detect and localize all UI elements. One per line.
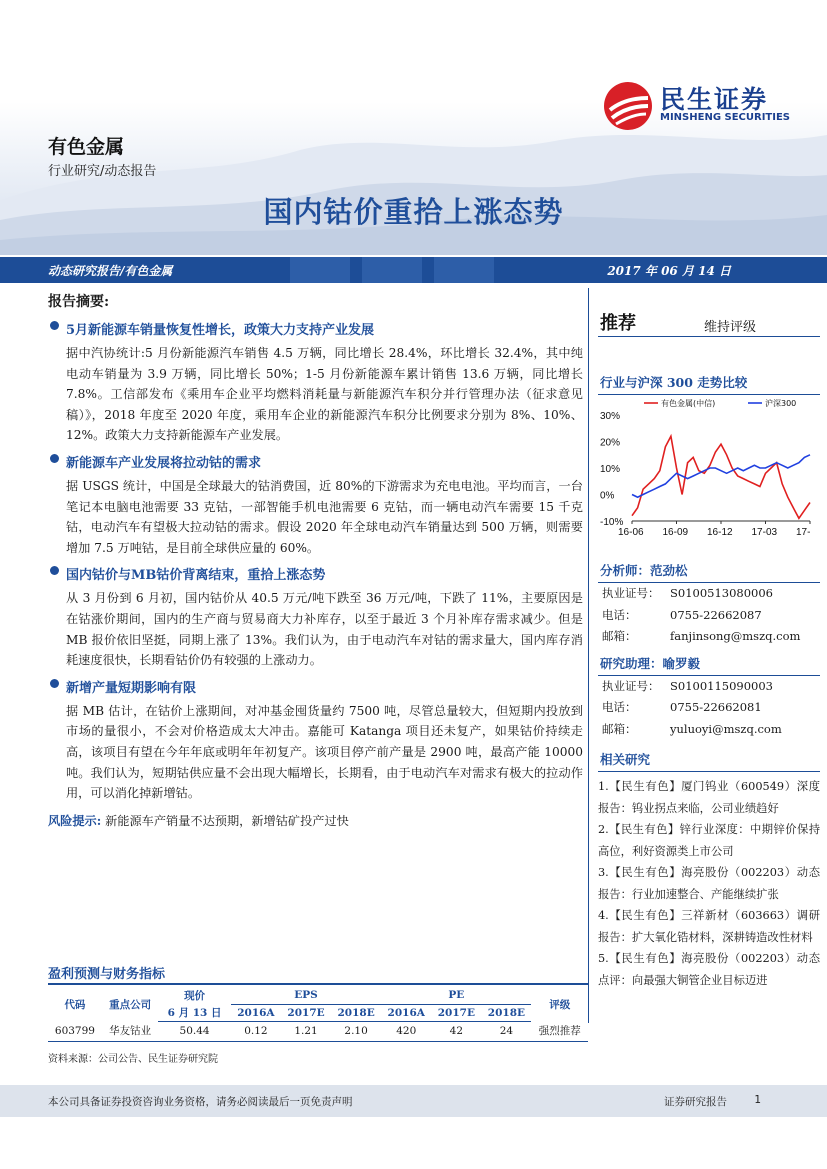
bullet-icon: [50, 679, 59, 688]
cell-pe: 420: [396, 1025, 417, 1037]
related-item[interactable]: 1.【民生有色】厦门钨业（600549）深度报告：钨业拐点来临，公司业绩趋好: [598, 780, 820, 815]
section-title: 5月新能源车销量恢复性增长，政策大力支持产业发展: [66, 323, 375, 338]
y-tick-label: 30%: [600, 411, 621, 422]
cert-number: S0100115090003: [670, 678, 773, 693]
bullet-icon: [50, 454, 59, 463]
data-source: 资料来源：公司公告、民生证券研究院: [48, 1054, 218, 1065]
label: 执业证号：: [602, 678, 660, 693]
trend-chart-svg: [598, 395, 820, 547]
series-line-csi300: [632, 455, 810, 497]
col-year: 2018E: [331, 1004, 381, 1021]
logo-text-en: MINSHENG SECURITIES: [660, 112, 790, 123]
cell-company: 华友钴业: [109, 1025, 152, 1038]
section-body: 据 USGS 统计，中国是全球最大的钴消费国，近 80%的下游需求为充电电池。平均而言，一台笔记本电脑电池需要 33 克钴，一部智能手机电池需要 6 克钴，而一辆电动汽车需要 15 千克钴，电动汽车有望极大拉动钴的需求。假设 2020 年全球电动汽车销量达到 500 万辆，则需要增加 7.5 万吨钴，是目前全球供应量的 60%。: [66, 478, 583, 555]
section-heading: [48, 564, 583, 583]
email-link[interactable]: fanjinsong@mszq.com: [670, 629, 801, 643]
forecast-heading: 盈利预测与财务指标: [48, 967, 166, 982]
section-title: 国内钴价与MB钴价背离结束，重拾上涨态势: [66, 568, 326, 584]
y-tick-label: 20%: [600, 437, 621, 449]
contact-row: [598, 583, 820, 605]
report-date: 2017 年 06 月 14 日: [607, 264, 731, 278]
label: 电话：: [602, 607, 637, 622]
related-item[interactable]: 2.【民生有色】锌行业深度：中期锌价保持高位，利好资源类上市公司: [598, 823, 820, 858]
x-tick-label: 16-06: [618, 527, 644, 538]
minsheng-logo-icon: [602, 80, 654, 132]
legend-label: 沪深300: [765, 399, 797, 408]
cell-pe: 42: [449, 1025, 464, 1037]
section-heading: [48, 319, 583, 338]
x-tick-label: 16-12: [707, 527, 733, 538]
report-title: 国内钴价重拾上涨态势: [263, 195, 564, 229]
page-number: 1: [754, 1094, 761, 1106]
label: 邮箱：: [602, 721, 637, 736]
footer-label: 证券研究报告: [664, 1096, 727, 1108]
risk-text: 新能源车产销量不达预期，新增钴矿投产过快: [105, 813, 349, 828]
column-divider: [588, 288, 589, 1023]
abstract-column: [48, 291, 583, 829]
contact-row: [598, 626, 820, 648]
rating-note: 维持评级: [704, 320, 757, 335]
label: 电话：: [602, 700, 637, 714]
legend-label: 有色金属(中信): [661, 399, 716, 408]
col-code: 代码: [64, 998, 86, 1011]
bullet-icon: [50, 566, 59, 575]
col-year: 2018E: [481, 1004, 531, 1021]
header-banner: [0, 0, 827, 255]
x-tick-label: 16-09: [662, 527, 689, 538]
y-tick-label: -10%: [600, 517, 624, 528]
forecast-table: [48, 987, 588, 1042]
assistant-contact: [598, 676, 820, 741]
section-title: 新增产量短期影响有限: [66, 680, 197, 696]
section-heading: [48, 452, 583, 471]
col-rating: 评级: [549, 998, 571, 1011]
related-list: [598, 776, 820, 991]
email-link[interactable]: yuluoyi@mszq.com: [670, 721, 782, 736]
contact-row: [598, 719, 820, 741]
phone-number: 0755-22662081: [670, 700, 762, 714]
col-price-date: 6 月 13 日: [158, 1004, 230, 1021]
col-year: 2016A: [381, 1004, 431, 1021]
col-year: 2016A: [231, 1004, 281, 1021]
risk-warning: [48, 812, 583, 829]
sector-label: 有色金属: [48, 136, 125, 158]
cell-code: 603799: [54, 1024, 95, 1037]
col-eps: EPS: [231, 987, 381, 1004]
page-footer: [0, 1085, 827, 1117]
mountain-backdrop: [0, 120, 827, 255]
cell-rating: 强烈推荐: [538, 1025, 581, 1038]
section-body: 据中汽协统计:5 月份新能源汽车销售 4.5 万辆，同比增长 28.4%，环比增长 32.4%，其中纯电动车销量为 3.9 万辆，同比增长 50%；1-5 月份新能源车累计销售 13.6 万辆，同比增长 7.8%。工信部发布《乘用车企业平均燃料消耗量与新能源汽车积分并行管理办法（征求意见稿）》，2018 年度至 2020 年度，乘用车企业的新能源汽车积分比例要求分别为 8%、10%、12%。政策大力支持新能源车产业发展。: [66, 346, 583, 443]
disclaimer: 本公司具备证券投资咨询业务资格，请务必阅读最后一页免责声明: [48, 1096, 353, 1108]
series-line-nonferrous: [632, 436, 810, 518]
cell-eps: 0.12: [244, 1025, 268, 1037]
analyst-contact: [598, 583, 820, 648]
section-body: 从 3 月份到 6 月初，国内钴价从 40.5 万元/吨下跌至 36 万元/吨，下跌了 11%，主要原因是在钴涨价期间，国内的生产商与贸易商大力补库存，以至于最近 3 个月补库存需求减少。但是 MB 报价依旧坚挺，同期上涨了 13%。我们认为，由于电动汽车对钴的需求量大，国内库存消耗速度很快，长期看钴价仍有较强的上涨动力。: [66, 591, 583, 668]
cell-pe: 24: [499, 1025, 514, 1037]
logo-text-cn: 民生证券: [660, 85, 769, 114]
col-year: 2017E: [431, 1004, 481, 1021]
sidebar: [598, 291, 820, 991]
report-info-bar: [0, 257, 827, 283]
analyst-heading: 分析师：范劲松: [598, 555, 820, 583]
section-body: 据 MB 估计，在钴价上涨期间，对冲基金囤货量约 7500 吨，尽管总量较大，但短期内投放到市场的量很小，不会对价格造成太大冲击。嘉能可 Katanga 项目还未复产，如果钴价持续走高，该项目有望在今年年底或明年年初复产。该项目停产前产量是 2900 吨，最高产能 10000 吨。我们认为，短期钴供应量不会出现大幅增长，长期看，由于电动汽车对需求有极大的拉动作用，可以消化掉新增钴。: [66, 703, 583, 801]
phone-number: 0755-22662087: [670, 607, 762, 622]
section-title: 新能源车产业发展将拉动钴的需求: [66, 455, 262, 471]
company-logo: [602, 80, 802, 132]
report-category: 动态研究报告/有色金属: [48, 264, 173, 278]
abstract-heading: 报告摘要:: [48, 294, 110, 310]
cell-eps: 1.21: [294, 1025, 318, 1037]
contact-row: [598, 605, 820, 627]
label: 执业证号：: [602, 586, 660, 600]
section-heading: [48, 677, 583, 696]
rating: 推荐: [600, 313, 636, 334]
assistant-heading: 研究助理：喻罗毅: [598, 648, 820, 676]
cell-price: 50.44: [179, 1025, 210, 1037]
related-item[interactable]: 4.【民生有色】三祥新材（603663）调研报告：扩大氧化锆材料，深耕铸造改性材料: [598, 909, 820, 944]
x-tick-label: 17-03: [751, 527, 778, 538]
bullet-icon: [50, 321, 59, 330]
forecast-rule: [48, 983, 588, 985]
y-tick-label: 0%: [600, 490, 615, 502]
related-item[interactable]: 5.【民生有色】海亮股份（002203）动态点评：向最强大铜管企业目标迈进: [598, 952, 820, 987]
risk-label: 风险提示:: [48, 813, 102, 828]
rating-block: [598, 291, 820, 337]
contact-row: [598, 697, 820, 719]
related-item[interactable]: 3.【民生有色】海亮股份（002203）动态报告：行业加速整合、产能继续扩张: [598, 866, 820, 901]
report-type: 行业研究/动态报告: [48, 164, 157, 179]
cert-number: S0100513080006: [670, 586, 773, 600]
chart-heading: 行业与沪深 300 走势比较: [598, 367, 820, 395]
col-year: 2017E: [281, 1004, 331, 1021]
x-tick-label: 17-: [796, 527, 811, 538]
contact-row: [598, 676, 820, 698]
bar-decoration: [290, 257, 530, 283]
trend-chart: [598, 395, 820, 547]
table-row: [48, 1021, 588, 1041]
y-tick-label: 10%: [600, 464, 621, 475]
col-price: 现价: [184, 990, 206, 1002]
related-heading: 相关研究: [598, 744, 820, 772]
cell-eps: 2.10: [344, 1025, 368, 1037]
col-pe: PE: [381, 987, 531, 1004]
label: 邮箱：: [602, 629, 637, 643]
col-company: 重点公司: [109, 998, 152, 1011]
